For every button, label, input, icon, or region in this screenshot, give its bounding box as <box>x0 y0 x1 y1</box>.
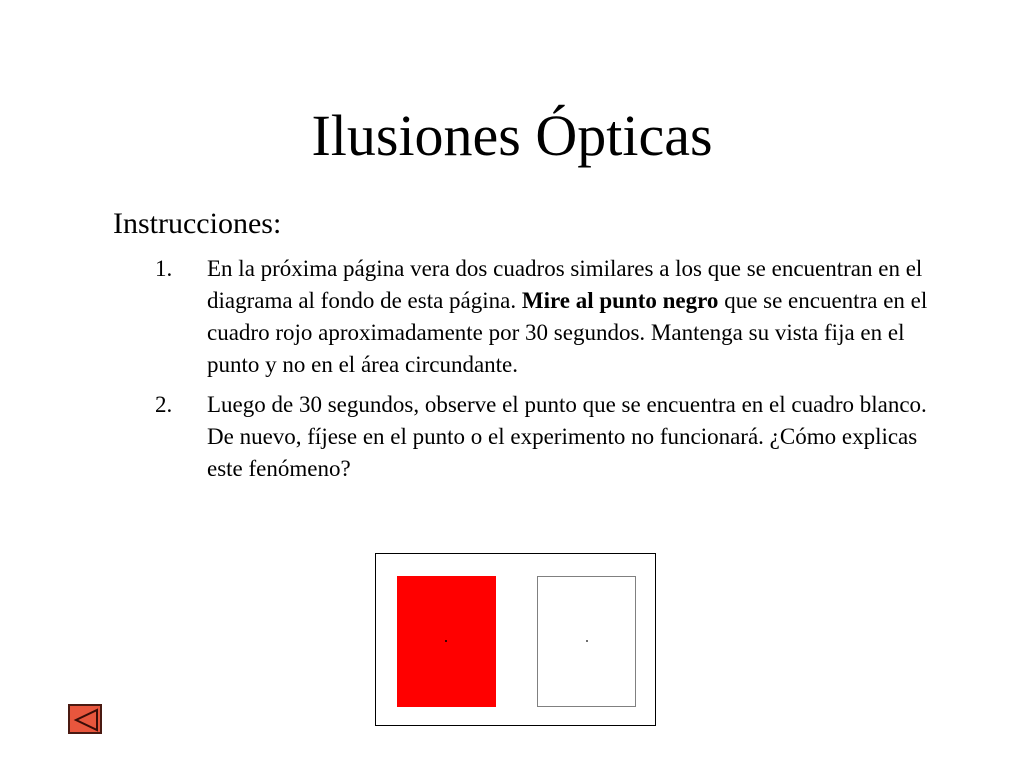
black-dot <box>445 640 447 642</box>
instruction-step-1 <box>155 253 945 381</box>
red-square <box>397 576 496 707</box>
white-square <box>537 576 636 707</box>
step-text-part: que se encuentra en el cuadro rojo aproximadamente por 30 segundos. Mantenga su vista fija en el punto y no en el área circundante. <box>207 288 928 377</box>
instruction-step-2 <box>155 389 945 485</box>
slide-title: Ilusiones Ópticas <box>311 103 713 168</box>
step-text-bold: Mire al punto negro <box>521 288 719 313</box>
step-number: 1. <box>155 256 173 281</box>
step-text-part: En la próxima página vera dos cuadros similares a los que se encuentran en el diagrama al fondo de esta página. <box>207 256 923 313</box>
step-text: Luego de 30 segundos, observe el punto que se encuentra en el cuadro blanco. De nuevo, fíjese en el punto o el experimento no funcionará. ¿Cómo explicas este fenómeno? <box>207 392 927 481</box>
instructions-heading: Instrucciones: <box>113 207 282 240</box>
triangle-left-icon <box>73 708 99 732</box>
illusion-diagram <box>375 553 656 726</box>
step-text <box>207 256 927 377</box>
step-number: 2. <box>155 392 173 417</box>
back-button[interactable] <box>68 704 102 734</box>
black-dot <box>586 640 588 642</box>
instructions-list <box>155 253 945 493</box>
